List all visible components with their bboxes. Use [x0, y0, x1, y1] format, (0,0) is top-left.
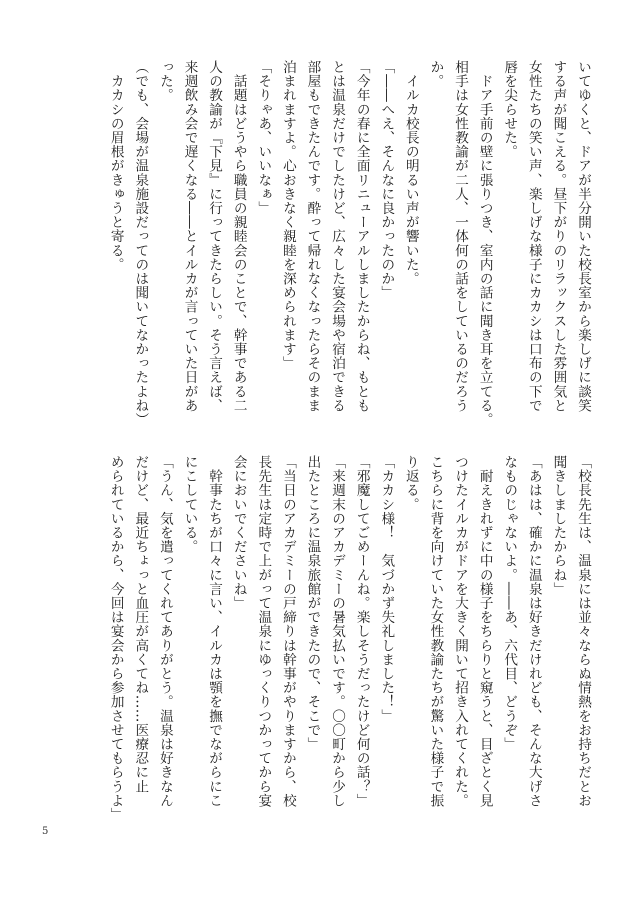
text-line: 長先生は定時で上がって温泉にゆっくりつかってから宴	[255, 455, 272, 808]
text-line: 「うん、気を遣ってくれてありがとう。温泉は好きなん	[156, 455, 173, 808]
text-line: 女性たちの笑い声、楽しげな様子にカカシは口布の下で	[525, 60, 542, 413]
text-line: 「来週末のアカデミーの暑気払いです。〇〇町から少し	[329, 455, 346, 808]
text-line: 「校長先生は、温泉には並々ならぬ情熱をお持ちだとお	[575, 455, 591, 808]
lower-text-block	[103, 455, 595, 822]
text-line: 話題はどうやら職員の親睦会のことで、幹事である二	[230, 60, 247, 413]
text-line: められているから、今回は宴会から参加させてもらうよ」	[107, 455, 124, 822]
upper-text-block	[103, 60, 595, 427]
text-line: 泊まれますよ。心おきなく親睦を深められます」	[279, 60, 296, 371]
text-line: った。	[156, 60, 173, 103]
text-line: か。	[427, 60, 444, 89]
text-line: （でも、会場が温泉施設だってのは聞いてなかったよね）	[132, 60, 149, 427]
text-line: り返る。	[402, 455, 419, 512]
text-line: 「当日のアカデミーの戸締りは幹事がやりますから、校	[279, 455, 296, 808]
text-line: 人の教諭が『下見』に行ってきたらしい。そう言えば、	[206, 60, 223, 413]
text-line: ドア手前の壁に張りつき、室内の話に聞き耳を立てる。	[476, 60, 493, 427]
text-line: つけたイルカがドアを大きく開いて招き入れてくれた。	[452, 455, 469, 808]
text-line: 「あはは、確かに温泉は好きだけれども、そんな大げさ	[525, 455, 542, 808]
text-line: 会においでくださいね」	[230, 455, 247, 611]
text-line: 幹事たちが口々に言い、イルカは顎を撫でながらにこ	[206, 455, 223, 808]
text-line: 「今年の春に全面リニューアルしましたからね、もとも	[353, 60, 370, 413]
text-line: 部屋もできたんです。酔って帰れなくなったらそのまま	[304, 60, 321, 413]
text-line: する声が聞こえる。昼下がりのリラックスした雰囲気と	[550, 60, 567, 413]
text-line: とは温泉だけでしたけど、広々した宴会場や宿泊できる	[329, 60, 346, 413]
text-line: カカシの眉根がきゅうと寄る。	[107, 60, 124, 272]
text-line: 聞きしましたからね」	[550, 455, 567, 596]
text-line: 唇を尖らせた。	[501, 60, 518, 159]
text-line: にこしている。	[181, 455, 198, 554]
text-line: なものじゃないよ。――あ、六代目、どうぞ」	[501, 455, 518, 752]
text-line: 「カカシ様！ 気づかず失礼しました！」	[378, 455, 395, 723]
text-line: 「そりゃあ、いいなぁ」	[255, 60, 272, 216]
text-line: 「邪魔してごめーんね。楽しそうだったけど何の話？」	[353, 455, 370, 808]
text-line: 耐えきれずに中の様子をちらりと窺うと、目ざとく見	[476, 455, 493, 808]
text-line: 相手は女性教諭が二人、一体何の話をしているのだろう	[452, 60, 469, 413]
page-number: 5	[42, 826, 49, 837]
text-line: 出たところに温泉旅館ができたので、そこで」	[304, 455, 321, 752]
text-line: 「――へえ、そんなに良かったのか」	[378, 60, 395, 300]
text-line: 来週飲み会で遅くなる――とイルカが言っていた日があ	[181, 60, 198, 413]
text-line: イルカ校長の明るい声が響いた。	[402, 60, 419, 286]
text-line: こちらに背を向けていた女性教諭たちが驚いた様子で振	[427, 455, 444, 808]
text-line: だけど、最近ちょっと血圧が高くてね……医療忍に止	[132, 455, 149, 794]
text-line: いてゆくと、ドアが半分開いた校長室から楽しげに談笑	[575, 60, 591, 413]
